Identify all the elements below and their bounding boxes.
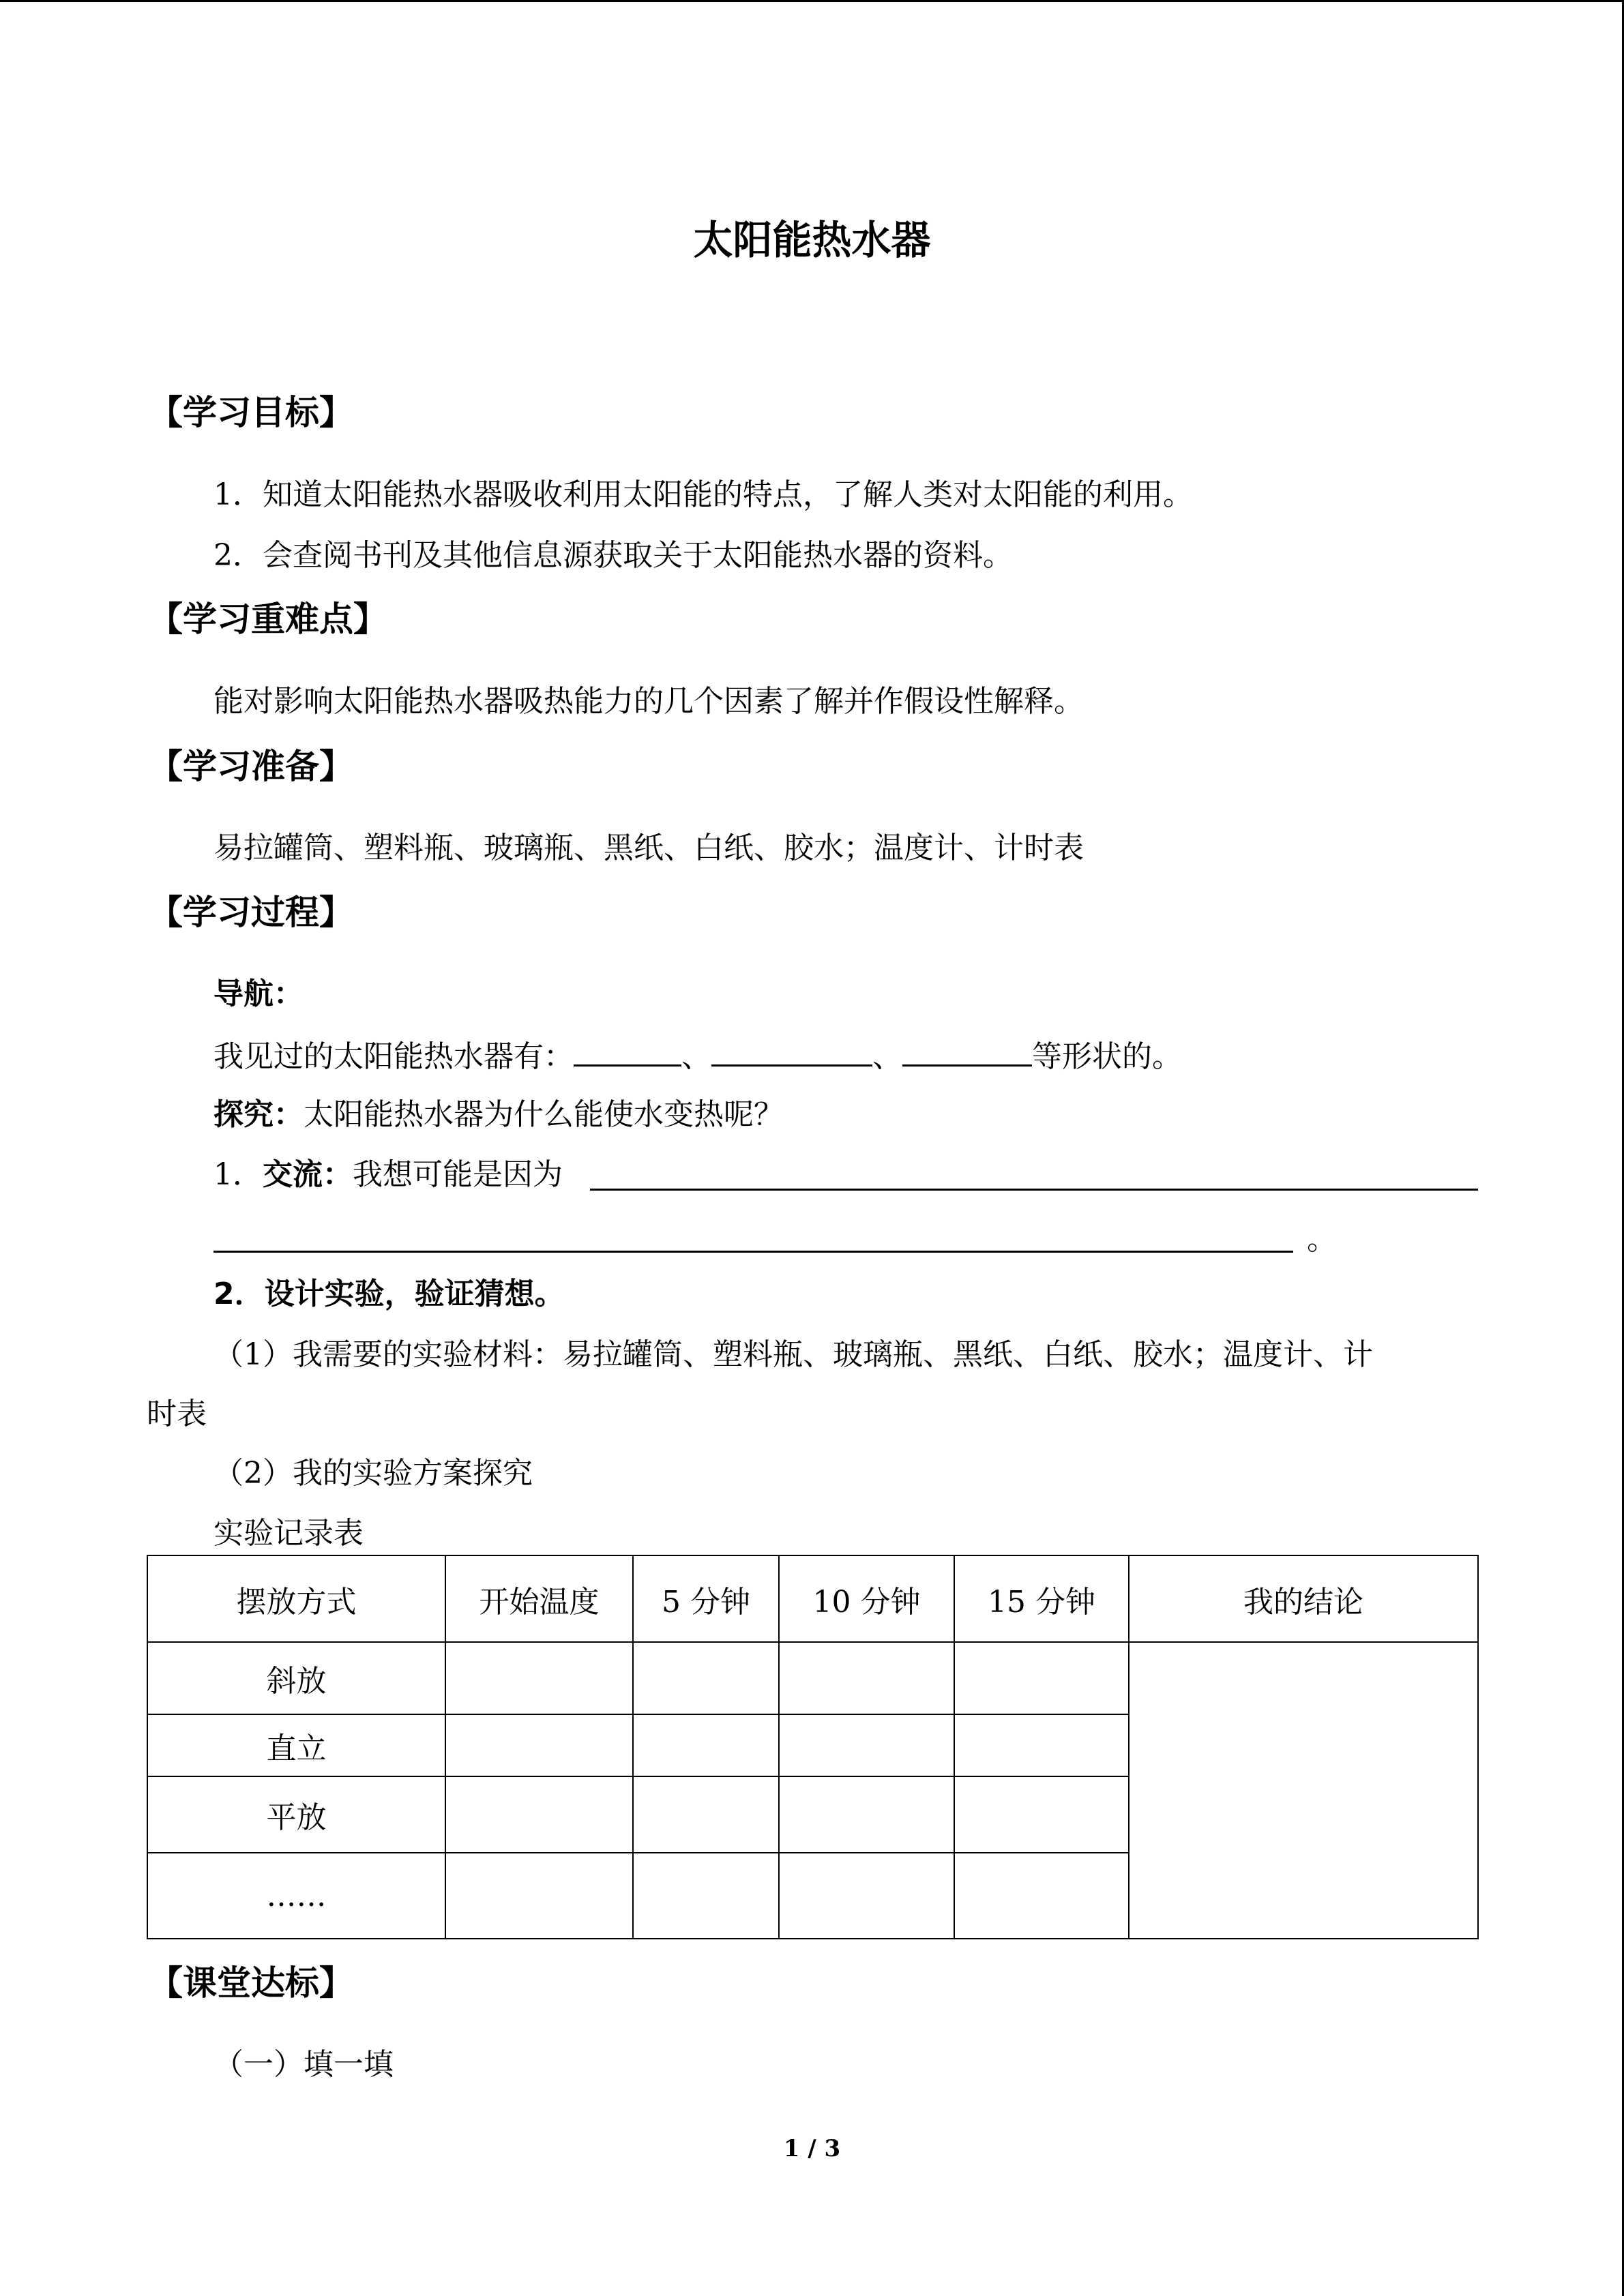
header-placement: 摆放方式 (147, 1555, 445, 1642)
header-start-temp: 开始温度 (445, 1555, 633, 1642)
table-cell[interactable] (633, 1776, 779, 1853)
answer-line-2[interactable] (213, 1251, 1293, 1253)
top-border (0, 0, 1624, 2)
header-15-min: 15 分钟 (954, 1555, 1129, 1642)
row-label-slanted: 斜放 (147, 1642, 445, 1714)
preparation-text: 易拉罐筒、塑料瓶、玻璃瓶、黑纸、白纸、胶水；温度计、计时表 (213, 831, 1084, 865)
seen-suffix: 等形状的。 (1032, 1039, 1182, 1074)
seen-shapes-line (213, 1034, 1182, 1077)
step1-label: 交流： (263, 1157, 353, 1192)
table-cell[interactable] (779, 1776, 954, 1853)
classwork-sub: （一）填一填 (213, 2047, 394, 2082)
heading-classwork: 【课堂达标】 (149, 1963, 353, 2003)
explore-label: 探究： (213, 1097, 304, 1132)
table-cell[interactable] (779, 1853, 954, 1939)
goal-item-2: 2．会查阅书刊及其他信息源获取关于太阳能热水器的资料。 (213, 538, 1013, 573)
materials-line-2: 时表 (147, 1397, 207, 1431)
table-cell[interactable] (954, 1642, 1129, 1714)
table-cell[interactable] (633, 1642, 779, 1714)
table-cell[interactable] (445, 1714, 633, 1776)
header-conclusion: 我的结论 (1129, 1555, 1478, 1642)
heading-preparation: 【学习准备】 (149, 747, 353, 786)
table-cell[interactable] (954, 1776, 1129, 1853)
table-cell[interactable] (779, 1642, 954, 1714)
seen-sep-2: 、 (872, 1039, 902, 1074)
table-cell[interactable] (954, 1853, 1129, 1939)
experiment-record-table (147, 1555, 1479, 1939)
step1-num: 1． (213, 1157, 263, 1192)
step1-line (213, 1154, 563, 1195)
heading-goals: 【学习目标】 (149, 393, 353, 432)
table-caption: 实验记录表 (213, 1516, 364, 1551)
table-cell[interactable] (445, 1776, 633, 1853)
explore-line (213, 1094, 784, 1135)
row-label-etc: …… (147, 1853, 445, 1939)
table-header-row (147, 1555, 1478, 1642)
table-cell[interactable] (633, 1853, 779, 1939)
table-row (147, 1642, 1478, 1714)
answer-line-1[interactable] (590, 1189, 1478, 1191)
step1-text: 我想可能是因为 (353, 1157, 563, 1192)
fill-blank-3[interactable] (902, 1034, 1032, 1067)
header-5-min: 5 分钟 (633, 1555, 779, 1642)
heading-key-points: 【学习重难点】 (149, 599, 387, 639)
plan-line: （2）我的实验方案探究 (213, 1456, 533, 1491)
nav-label: 导航： (213, 976, 304, 1011)
fill-blank-2[interactable] (711, 1034, 872, 1067)
fill-blank-1[interactable] (574, 1034, 681, 1067)
key-points-text: 能对影响太阳能热水器吸热能力的几个因素了解并作假设性解释。 (213, 684, 1084, 719)
page-number: 1 / 3 (783, 2135, 841, 2162)
table-cell[interactable] (779, 1714, 954, 1776)
table-cell[interactable] (954, 1714, 1129, 1776)
step2-heading: 2．设计实验，验证猜想。 (213, 1277, 565, 1311)
goal-item-1: 1．知道太阳能热水器吸收利用太阳能的特点，了解人类对太阳能的利用。 (213, 477, 1193, 512)
conclusion-cell[interactable] (1129, 1642, 1478, 1939)
seen-prefix: 我见过的太阳能热水器有： (213, 1039, 574, 1074)
materials-line-1: （1）我需要的实验材料：易拉罐筒、塑料瓶、玻璃瓶、黑纸、白纸、胶水；温度计、计 (213, 1337, 1373, 1372)
row-label-flat: 平放 (147, 1776, 445, 1853)
step1-end: 。 (1307, 1222, 1337, 1257)
table-cell[interactable] (445, 1642, 633, 1714)
table-cell[interactable] (633, 1714, 779, 1776)
explore-text: 太阳能热水器为什么能使水变热呢？ (304, 1097, 784, 1132)
seen-sep-1: 、 (681, 1039, 711, 1074)
heading-process: 【学习过程】 (149, 893, 353, 932)
document-title: 太阳能热水器 (693, 217, 931, 263)
row-label-upright: 直立 (147, 1714, 445, 1776)
header-10-min: 10 分钟 (779, 1555, 954, 1642)
table-cell[interactable] (445, 1853, 633, 1939)
